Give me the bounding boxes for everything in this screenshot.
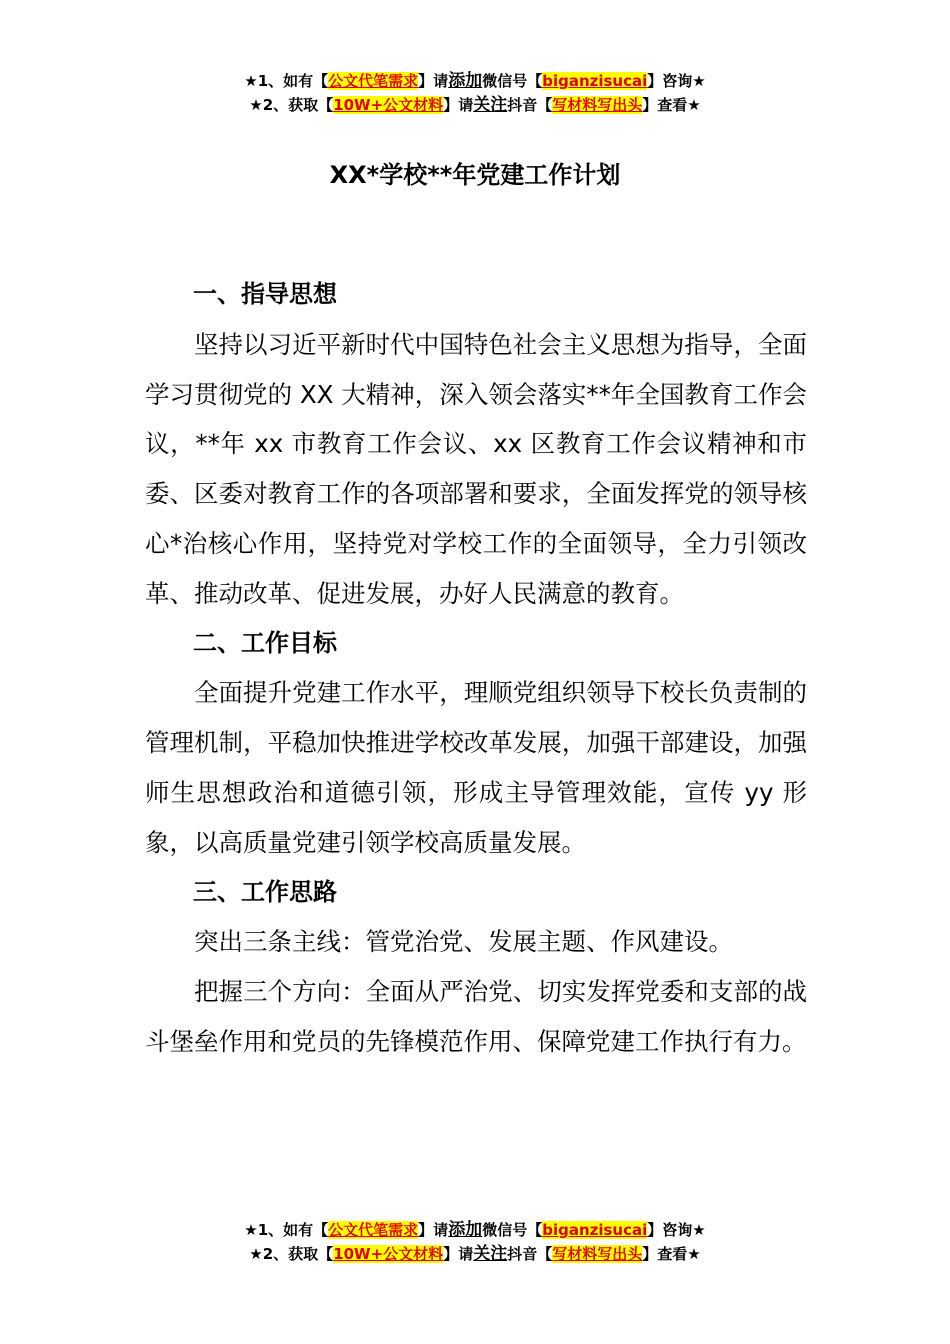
banner-text: 】咨询★	[647, 1221, 706, 1239]
banner-text: 】请	[418, 1221, 449, 1239]
banner-underline: 添加	[448, 1220, 483, 1240]
banner-text: 】请	[443, 96, 474, 114]
banner-text: 抖音【	[507, 96, 553, 114]
banner-text: ★1、如有【	[244, 72, 329, 90]
banner-line-1	[0, 69, 950, 93]
banner-underline: 关注	[473, 95, 508, 115]
footer-banner	[0, 1218, 950, 1266]
banner-text: 抖音【	[507, 1245, 553, 1263]
banner-text: 】咨询★	[647, 72, 706, 90]
banner-highlight: 10W+公文材料	[333, 96, 444, 114]
banner-text: ★2、获取【	[249, 1245, 334, 1263]
banner-text: 微信号【	[482, 72, 543, 90]
document-title: XX*学校**年党建工作计划	[329, 161, 621, 189]
section-heading: 二、工作目标	[193, 628, 337, 657]
banner-line-2	[0, 93, 950, 117]
banner-line-1	[0, 1218, 950, 1242]
banner-text: 】查看★	[642, 96, 701, 114]
banner-text: ★2、获取【	[249, 96, 334, 114]
banner-text: 微信号【	[482, 1221, 543, 1239]
banner-highlight: 10W+公文材料	[333, 1245, 444, 1263]
document-body	[145, 270, 807, 1067]
banner-wechat-id: biganzisucai	[542, 72, 648, 90]
header-banner	[0, 69, 950, 117]
paragraph: 把握三个方向：全面从严治党、切实发挥党委和支部的战斗堡垒作用和党员的先锋模范作用、保障党建工作执行有力。	[145, 977, 807, 1056]
banner-highlight: 公文代笔需求	[328, 72, 419, 90]
banner-underline: 关注	[473, 1244, 508, 1264]
section-heading: 三、工作思路	[193, 877, 337, 906]
banner-wechat-id: biganzisucai	[542, 1221, 648, 1239]
banner-highlight: 公文代笔需求	[328, 1221, 419, 1239]
banner-text: 】请	[443, 1245, 474, 1263]
banner-underline: 添加	[448, 71, 483, 91]
banner-douyin-id: 写材料写出头	[552, 96, 643, 114]
paragraph: 突出三条主线：管党治党、发展主题、作风建设。	[194, 927, 733, 957]
banner-text: 】查看★	[642, 1245, 701, 1263]
banner-text: ★1、如有【	[244, 1221, 329, 1239]
banner-douyin-id: 写材料写出头	[552, 1245, 643, 1263]
section-heading: 一、指导思想	[193, 280, 337, 308]
paragraph: 全面提升党建工作水平，理顺党组织领导下校长负责制的管理机制，平稳加快推进学校改革发展，加强干部建设，加强师生思想政治和道德引领，形成主导管理效能，宣传 yy 形象，以高质量党建引领学校高质量发展。	[145, 678, 807, 857]
paragraph: 坚持以习近平新时代中国特色社会主义思想为指导，全面学习贯彻党的 XX 大精神，深入领会落实**年全国教育工作会议，**年 xx 市教育工作会议、xx 区教育工作会议精神和市委、区委对教育工作的各项部署和要求，全面发挥党的领导核心*治核心作用，坚持党对学校工作的全面领导，全力引领改革、推动改革、促进发展，办好人民满意的教育。	[145, 329, 807, 608]
banner-line-2	[0, 1242, 950, 1266]
banner-text: 】请	[418, 72, 449, 90]
